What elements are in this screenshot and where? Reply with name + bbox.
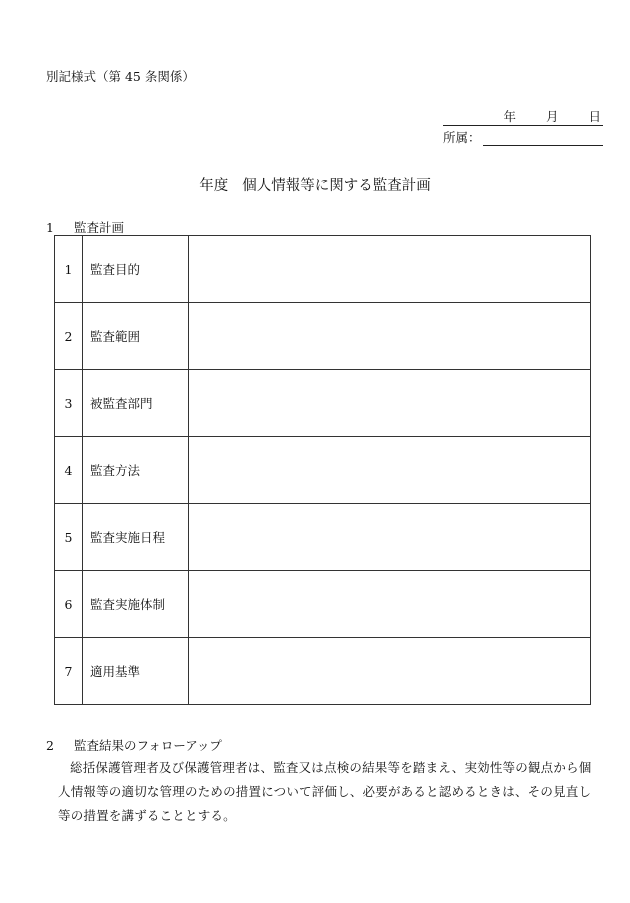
- table-row: [55, 571, 591, 638]
- row-number: 1: [55, 236, 83, 303]
- title-main: 個人情報等に関する監査計画: [242, 178, 431, 194]
- row-number: 5: [55, 504, 83, 571]
- form-label: 別記様式（第 45 条関係）: [46, 69, 195, 84]
- row-number: 4: [55, 437, 83, 504]
- section1-title: 監査計画: [74, 220, 125, 235]
- table-row: [55, 437, 591, 504]
- row-value-field[interactable]: [189, 236, 591, 303]
- row-number: 2: [55, 303, 83, 370]
- day-label: 日: [588, 109, 601, 124]
- year-label: 年: [503, 109, 516, 124]
- table-row: [55, 303, 591, 370]
- title-prefix: 年度: [199, 178, 229, 194]
- section1-heading: [46, 218, 124, 236]
- section1-number: 1: [46, 220, 54, 235]
- row-value-field[interactable]: [189, 571, 591, 638]
- row-value-field[interactable]: [189, 303, 591, 370]
- row-label: 監査方法: [83, 437, 189, 504]
- affiliation-line: [443, 126, 603, 146]
- row-label: 被監査部門: [83, 370, 189, 437]
- row-value-field[interactable]: [189, 437, 591, 504]
- section2-number: 2: [46, 738, 54, 753]
- section2-body: 総括保護管理者及び保護管理者は、監査又は点検の結果等を踏まえ、実効性等の観点から個人情報等の適切な管理のための措置について評価し、必要があると認めるときは、その見直し等の措置を講ずることとする。: [58, 760, 592, 823]
- table-row: [55, 638, 591, 705]
- audit-plan-table: [54, 235, 591, 705]
- row-number: 6: [55, 571, 83, 638]
- affiliation-label: 所属：: [443, 130, 481, 145]
- table-row: [55, 236, 591, 303]
- row-label: 監査実施日程: [83, 504, 189, 571]
- row-label: 監査目的: [83, 236, 189, 303]
- document-title: [0, 174, 630, 195]
- row-label: 適用基準: [83, 638, 189, 705]
- row-label: 監査範囲: [83, 303, 189, 370]
- row-value-field[interactable]: [189, 370, 591, 437]
- row-number: 7: [55, 638, 83, 705]
- row-label: 監査実施体制: [83, 571, 189, 638]
- table-row: [55, 370, 591, 437]
- row-number: 3: [55, 370, 83, 437]
- section2-title: 監査結果のフォローアップ: [74, 738, 222, 753]
- row-value-field[interactable]: [189, 638, 591, 705]
- month-label: 月: [545, 109, 559, 124]
- date-affiliation-block: [443, 108, 603, 146]
- row-value-field[interactable]: [189, 504, 591, 571]
- date-line: [443, 108, 603, 126]
- affiliation-blank: [483, 126, 603, 146]
- table-row: [55, 504, 591, 571]
- section2-heading: [46, 736, 222, 754]
